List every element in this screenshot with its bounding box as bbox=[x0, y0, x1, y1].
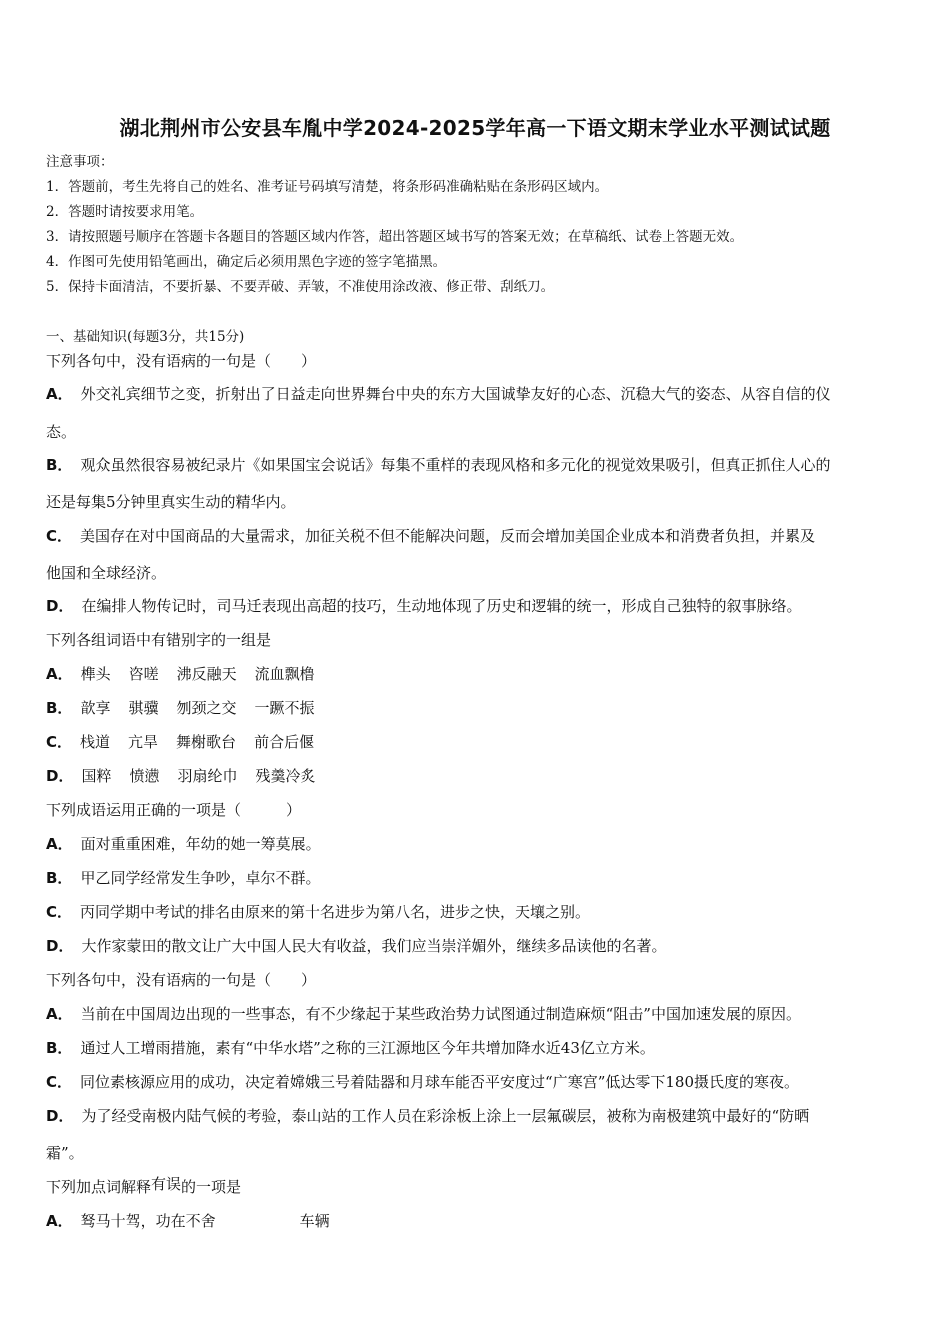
word: 愤懑 bbox=[129, 767, 160, 785]
option-b bbox=[46, 455, 830, 475]
word: 残羹冷炙 bbox=[255, 767, 316, 785]
option-c bbox=[46, 526, 815, 546]
option-a bbox=[46, 664, 333, 684]
word: 沸反融天 bbox=[176, 665, 237, 683]
option-text: 驽马十驾，功在不舍 bbox=[80, 1212, 216, 1230]
option-label: B． bbox=[46, 1039, 73, 1057]
word: 舞榭歌台 bbox=[176, 733, 237, 751]
option-b bbox=[46, 698, 333, 718]
option-d bbox=[46, 1106, 809, 1126]
word: 栈道 bbox=[80, 733, 111, 751]
option-text: 为了经受南极内陆气候的考验，泰山站的工作人员在彩涂板上涂上一层氟碳层，被称为南极建筑中最好的“防晒 bbox=[81, 1107, 810, 1125]
option-a bbox=[46, 1211, 330, 1231]
option-label: A． bbox=[46, 1212, 73, 1230]
word: 刎颈之交 bbox=[176, 699, 237, 717]
section-heading: 一、基础知识(每题3分，共15分) bbox=[46, 329, 245, 345]
option-c bbox=[46, 1072, 799, 1092]
option-label: C． bbox=[46, 527, 73, 545]
page-title: 湖北荆州市公安县车胤中学2024-2025学年高一下语文期末学业水平测试试题 bbox=[119, 116, 831, 140]
question-stem bbox=[46, 1177, 241, 1197]
option-label: B． bbox=[46, 456, 73, 474]
question-stem: 下列各句中，没有语病的一句是（ ） bbox=[46, 971, 317, 989]
word: 榫头 bbox=[80, 665, 111, 683]
option-text: 外交礼宾细节之变，折射出了日益走向世界舞台中央的东方大国诚挚友好的心态、沉稳大气的姿态、从容自信的仪 bbox=[80, 385, 831, 403]
notice-item: 1．答题前，考生先将自己的姓名、准考证号码填写清楚，将条形码准确粘贴在条形码区域内。 bbox=[46, 179, 609, 195]
word: 流血飘橹 bbox=[254, 665, 315, 683]
question-stem: 下列成语运用正确的一项是（ ） bbox=[46, 801, 302, 819]
option-text: 丙同学期中考试的排名由原来的第十名进步为第八名，进步之快，天壤之别。 bbox=[80, 903, 591, 921]
option-label: D． bbox=[46, 767, 74, 785]
word: 咨嗟 bbox=[128, 665, 159, 683]
notice-item: 5．保持卡面清洁，不要折暴、不要弄破、弄皱，不准使用涂改液、修正带、刮纸刀。 bbox=[46, 279, 555, 295]
option-b-continued: 还是每集5分钟里真实生动的精华内。 bbox=[46, 493, 296, 511]
option-d bbox=[46, 596, 801, 616]
option-label: D． bbox=[46, 1107, 74, 1125]
option-text: 同位素核源应用的成功，决定着嫦娥三号着陆器和月球车能否平安度过“广寒宫”低达零下180摄氏度的寒夜。 bbox=[80, 1073, 799, 1091]
option-a bbox=[46, 1004, 801, 1024]
option-d-continued: 霜”。 bbox=[46, 1144, 84, 1162]
notice-item: 4．作图可先使用铅笔画出，确定后必须用黑色字迹的签字笔描黑。 bbox=[46, 254, 447, 270]
option-text: 大作家蒙田的散文让广大中国人民大有收益，我们应当崇洋媚外，继续多品读他的名著。 bbox=[81, 937, 667, 955]
stem-text: 的一项是 bbox=[181, 1178, 242, 1196]
option-label: A． bbox=[46, 665, 73, 683]
option-label: A． bbox=[46, 835, 73, 853]
option-text: 当前在中国周边出现的一些事态，有不少缘起于某些政治势力试图通过制造麻烦“阻击”中国加速发展的原因。 bbox=[80, 1005, 801, 1023]
option-d bbox=[46, 936, 666, 956]
option-label: C． bbox=[46, 733, 73, 751]
option-gloss: 车辆 bbox=[299, 1212, 330, 1230]
stem-emphasis: 有误 bbox=[151, 1175, 182, 1193]
option-c bbox=[46, 732, 332, 752]
word: 一蹶不振 bbox=[254, 699, 315, 717]
word: 羽扇纶巾 bbox=[177, 767, 238, 785]
word: 国粹 bbox=[81, 767, 112, 785]
word: 前合后偃 bbox=[254, 733, 315, 751]
word: 亢旱 bbox=[128, 733, 159, 751]
option-c-continued: 他国和全球经济。 bbox=[46, 564, 167, 582]
option-a-continued: 态。 bbox=[46, 423, 77, 441]
option-d bbox=[46, 766, 334, 786]
stem-text: 下列加点词解释 bbox=[46, 1178, 152, 1196]
option-label: D． bbox=[46, 937, 74, 955]
notice-item: 2．答题时请按要求用笔。 bbox=[46, 204, 204, 220]
option-label: B． bbox=[46, 869, 73, 887]
option-a bbox=[46, 384, 831, 404]
option-label: C． bbox=[46, 903, 73, 921]
option-label: C． bbox=[46, 1073, 73, 1091]
question-stem: 下列各句中，没有语病的一句是（ ） bbox=[46, 352, 317, 370]
option-text: 观众虽然很容易被纪录片《如果国宝会说话》每集不重样的表现风格和多元化的视觉效果吸引，但真正抓住人心的 bbox=[80, 456, 831, 474]
notice-item: 3．请按照题号顺序在答题卡各题目的答题区域内作答，超出答题区域书写的答案无效；在草稿纸、试卷上答题无效。 bbox=[46, 229, 744, 245]
question-stem: 下列各组词语中有错别字的一组是 bbox=[46, 631, 272, 649]
word: 歆享 bbox=[80, 699, 111, 717]
option-label: A． bbox=[46, 1005, 73, 1023]
option-b bbox=[46, 1038, 655, 1058]
option-text: 面对重重困难，年幼的她一筹莫展。 bbox=[80, 835, 321, 853]
notice-heading: 注意事项： bbox=[46, 154, 114, 170]
option-text: 通过人工增雨措施，素有“中华水塔”之称的三江源地区今年共增加降水近43亿立方米。 bbox=[80, 1039, 655, 1057]
option-label: D． bbox=[46, 597, 74, 615]
option-b bbox=[46, 868, 320, 888]
option-text: 甲乙同学经常发生争吵，卓尔不群。 bbox=[80, 869, 321, 887]
option-label: A． bbox=[46, 385, 73, 403]
option-text: 在编排人物传记时，司马迁表现出高超的技巧，生动地体现了历史和逻辑的统一，形成自己独特的叙事脉络。 bbox=[81, 597, 802, 615]
word: 骐骥 bbox=[128, 699, 159, 717]
option-c bbox=[46, 902, 590, 922]
option-text: 美国存在对中国商品的大量需求，加征关税不但不能解决问题，反而会增加美国企业成本和消费者负担，并累及 bbox=[80, 527, 816, 545]
option-a bbox=[46, 834, 321, 854]
option-label: B． bbox=[46, 699, 73, 717]
